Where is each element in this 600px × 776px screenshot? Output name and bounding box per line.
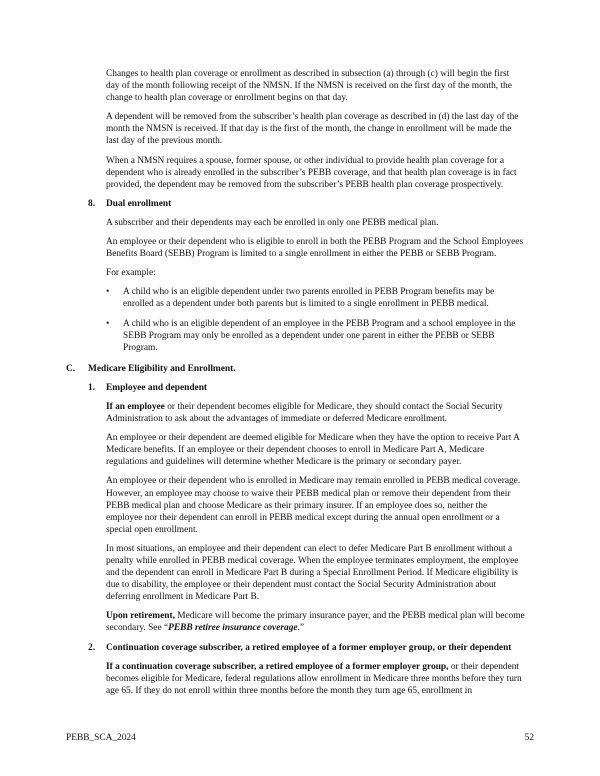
retiree-coverage-reference: PEBB retiree insurance coverage: [168, 623, 298, 634]
section-title: Medicare Eligibility and Enrollment.: [88, 363, 236, 374]
subsection-2-heading: [0, 642, 600, 654]
dual-enrollment-paragraph-1: A subscriber and their dependents may each be enrolled in only one PEBB medical plan.: [106, 217, 439, 228]
nmsn-effective-date-paragraph: Changes to health plan coverage or enrollment as described in subsection (a) through (c) will begin the first day of the month following receipt of the NMSN. If the NMSN is received on the first day of the month, the change to health plan coverage or enrollment begins on that day.: [106, 69, 512, 104]
bullet-icon: •: [106, 318, 110, 329]
section-title: Continuation coverage subscriber, a retired employee of a former employer group, or their dependent: [106, 642, 512, 653]
medicare-eligibility-paragraph: An employee or their dependent are deemed eligible for Medicare when they have the option to receive Part A Medicare benefits. If an employee or their dependent chooses to enroll in Medicare Part A, Medicare regulations and guidelines will determine whether Medicare is the primary or secondary payer.: [106, 433, 520, 468]
dual-enrollment-paragraph-2: An employee or their dependent who is eligible to enroll in both the PEBB Program and the School Employees Benefits Board (SEBB) Program is limited to a single enrollment in either the PEBB or SEBB Program.: [106, 237, 524, 260]
bold-lead: If a continuation coverage subscriber, a retired employee of a former employer group,: [106, 661, 449, 672]
defer-part-b-paragraph: In most situations, an employee and their dependent can elect to defer Medicare Part B enrollment without a penalty while enrolled in PEBB medical coverage. When the employee terminates employment, the employee and the dependent can enroll in Medicare Part B during a Special Enrollment Period. If Medicare eligibility is due to disability, the employee or their dependent must contact the Social Security Administration about deferring enrollment in Medicare Part B.: [106, 543, 519, 603]
medicare-contact-ssa-paragraph: If an employee or their dependent becomes eligible for Medicare, they should contact the Social Security Administration to ask about the advantages of immediate or deferred Medicare enrollment.: [106, 401, 503, 425]
nmsn-removal-paragraph: A dependent will be removed from the subscriber’s health plan coverage as described in (d) the last day of the month the NMSN is received. If that day is the first of the month, the change in enrollment will be made the last day of the previous month.: [106, 112, 519, 147]
list-item-text: A child who is an eligible dependent of an employee in the PEBB Program and a school employee in the SEBB Program may only be enrolled as a dependent under one parent in either the PEBB or SEBB Program.: [123, 318, 516, 353]
document-id: PEBB_SCA_2024: [66, 733, 136, 743]
page-number: 52: [524, 733, 534, 743]
nmsn-coverage-provided-paragraph: When a NMSN requires a spouse, former spouse, or other individual to provide health plan coverage for a dependent who is already enrolled in the subscriber’s PEBB coverage, and that health plan coverage is in fact provided, the dependent may be removed from the subscriber’s PEBB health plan coverage prospectively.: [106, 155, 517, 190]
section-number: 2.: [88, 642, 96, 653]
bold-lead: If an employee: [106, 401, 165, 412]
medicare-enrolled-paragraph: An employee or their dependent who is enrolled in Medicare may remain enrolled in PEBB medical coverage. However, an employee may choose to waive their PEBB medical plan or remove their dependent from their PEBB medical plan and choose Medicare as their primary insurer. If an employee does so, neither the employee nor their dependent can enroll in PEBB medical except during the annual open enrollment or a special open enrollment.: [106, 476, 521, 535]
list-item: [0, 286, 600, 310]
bullet-icon: •: [106, 287, 110, 298]
section-8-heading: [0, 198, 600, 210]
section-letter: C.: [66, 363, 76, 374]
list-item: [0, 318, 600, 354]
section-title: Dual enrollment: [106, 198, 172, 209]
for-example-label: For example:: [106, 268, 156, 279]
bold-lead: Upon retirement,: [106, 611, 175, 622]
page-content: [0, 68, 600, 697]
section-number: 1.: [88, 382, 96, 393]
section-c-heading: [0, 363, 600, 375]
section-title: Employee and dependent: [106, 382, 208, 393]
list-item-text: A child who is an eligible dependent under two parents enrolled in PEBB Program benefits may be enrolled as a dependent under both parents but is limited to a single enrollment in PEBB medical.: [123, 287, 495, 310]
upon-retirement-paragraph: Upon retirement, Medicare will become the primary insurance payer, and the PEBB medical plan will become secondary. See “PEBB retiree insurance coverage.”: [106, 611, 525, 634]
subsection-1-heading: [0, 382, 600, 394]
continuation-coverage-paragraph: If a continuation coverage subscriber, a retired employee of a former employer group, or their dependent becomes eligible for Medicare, federal regulations allow enrollment in Medicare three months before they turn age 65. If they do not enroll within three months before the month they turn age 65, enrollment in: [106, 661, 522, 696]
section-number: 8.: [88, 198, 96, 209]
